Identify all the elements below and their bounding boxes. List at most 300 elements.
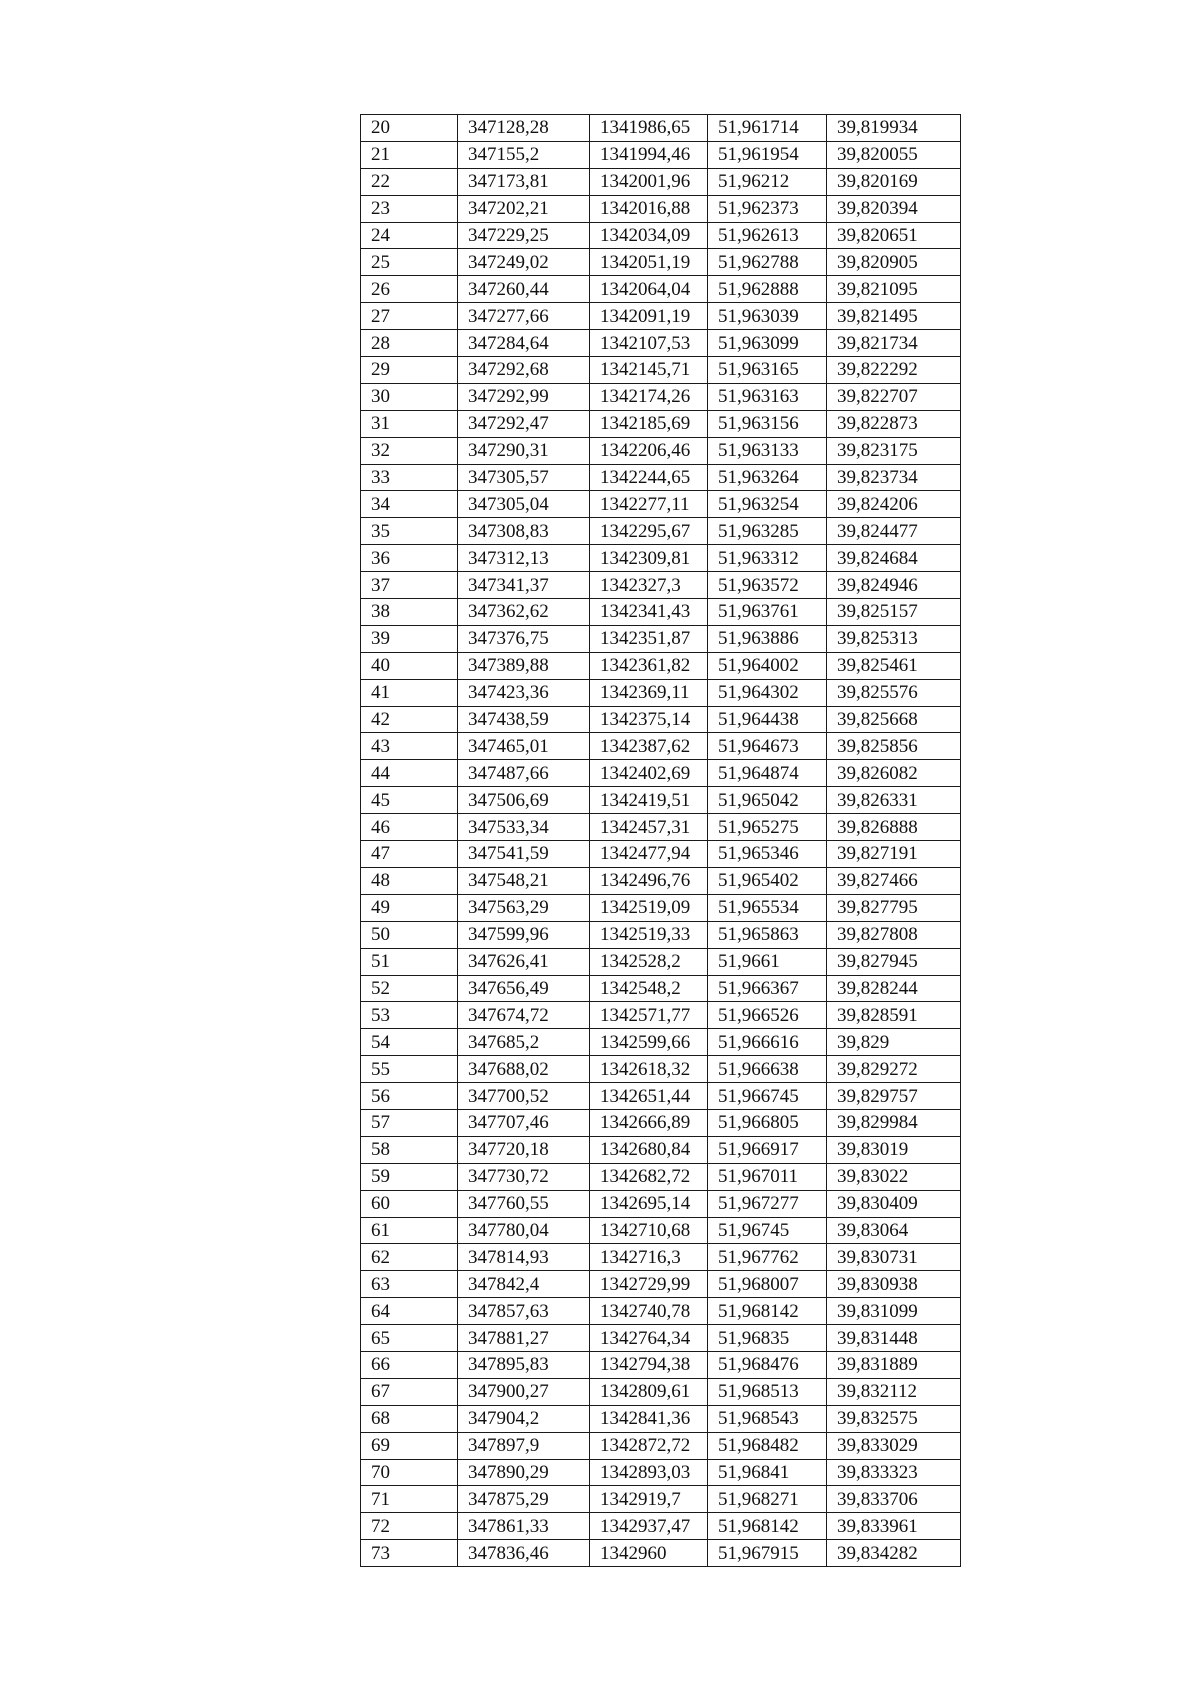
latitude-cell: 51,963572 bbox=[708, 572, 827, 599]
longitude-cell: 39,827466 bbox=[827, 867, 961, 894]
point-number-cell: 70 bbox=[361, 1459, 458, 1486]
point-number-cell: 32 bbox=[361, 437, 458, 464]
longitude-cell: 39,830938 bbox=[827, 1271, 961, 1298]
x-coordinate-cell: 347780,04 bbox=[458, 1217, 590, 1244]
latitude-cell: 51,963099 bbox=[708, 330, 827, 357]
latitude-cell: 51,964302 bbox=[708, 679, 827, 706]
table-row bbox=[361, 222, 961, 249]
y-coordinate-cell: 1342206,46 bbox=[590, 437, 708, 464]
longitude-cell: 39,827191 bbox=[827, 841, 961, 868]
point-number-cell: 29 bbox=[361, 357, 458, 384]
longitude-cell: 39,827808 bbox=[827, 921, 961, 948]
y-coordinate-cell: 1342375,14 bbox=[590, 706, 708, 733]
y-coordinate-cell: 1342729,99 bbox=[590, 1271, 708, 1298]
x-coordinate-cell: 347533,34 bbox=[458, 814, 590, 841]
longitude-cell: 39,826888 bbox=[827, 814, 961, 841]
longitude-cell: 39,825576 bbox=[827, 679, 961, 706]
longitude-cell: 39,830409 bbox=[827, 1190, 961, 1217]
table-row bbox=[361, 1459, 961, 1486]
point-number-cell: 72 bbox=[361, 1513, 458, 1540]
y-coordinate-cell: 1342528,2 bbox=[590, 948, 708, 975]
y-coordinate-cell: 1342064,04 bbox=[590, 276, 708, 303]
longitude-cell: 39,831099 bbox=[827, 1298, 961, 1325]
table-row bbox=[361, 921, 961, 948]
y-coordinate-cell: 1342960 bbox=[590, 1540, 708, 1567]
longitude-cell: 39,820394 bbox=[827, 195, 961, 222]
point-number-cell: 36 bbox=[361, 545, 458, 572]
y-coordinate-cell: 1342794,38 bbox=[590, 1351, 708, 1378]
table-row bbox=[361, 652, 961, 679]
longitude-cell: 39,822873 bbox=[827, 410, 961, 437]
longitude-cell: 39,824684 bbox=[827, 545, 961, 572]
y-coordinate-cell: 1342145,71 bbox=[590, 357, 708, 384]
x-coordinate-cell: 347173,81 bbox=[458, 168, 590, 195]
y-coordinate-cell: 1342496,76 bbox=[590, 867, 708, 894]
latitude-cell: 51,968482 bbox=[708, 1432, 827, 1459]
latitude-cell: 51,962788 bbox=[708, 249, 827, 276]
y-coordinate-cell: 1342519,33 bbox=[590, 921, 708, 948]
y-coordinate-cell: 1342457,31 bbox=[590, 814, 708, 841]
latitude-cell: 51,968142 bbox=[708, 1298, 827, 1325]
longitude-cell: 39,820169 bbox=[827, 168, 961, 195]
y-coordinate-cell: 1342277,11 bbox=[590, 491, 708, 518]
table-row bbox=[361, 195, 961, 222]
longitude-cell: 39,825668 bbox=[827, 706, 961, 733]
y-coordinate-cell: 1342548,2 bbox=[590, 975, 708, 1002]
table-row bbox=[361, 141, 961, 168]
table-row bbox=[361, 760, 961, 787]
latitude-cell: 51,963285 bbox=[708, 518, 827, 545]
latitude-cell: 51,965275 bbox=[708, 814, 827, 841]
coordinates-table bbox=[360, 114, 961, 1567]
point-number-cell: 61 bbox=[361, 1217, 458, 1244]
y-coordinate-cell: 1342309,81 bbox=[590, 545, 708, 572]
y-coordinate-cell: 1342016,88 bbox=[590, 195, 708, 222]
table-row bbox=[361, 276, 961, 303]
longitude-cell: 39,822292 bbox=[827, 357, 961, 384]
longitude-cell: 39,825157 bbox=[827, 599, 961, 626]
latitude-cell: 51,963163 bbox=[708, 383, 827, 410]
longitude-cell: 39,823175 bbox=[827, 437, 961, 464]
table-row bbox=[361, 545, 961, 572]
x-coordinate-cell: 347305,04 bbox=[458, 491, 590, 518]
x-coordinate-cell: 347506,69 bbox=[458, 787, 590, 814]
y-coordinate-cell: 1342519,09 bbox=[590, 894, 708, 921]
point-number-cell: 64 bbox=[361, 1298, 458, 1325]
latitude-cell: 51,963761 bbox=[708, 599, 827, 626]
y-coordinate-cell: 1341986,65 bbox=[590, 115, 708, 142]
x-coordinate-cell: 347875,29 bbox=[458, 1486, 590, 1513]
longitude-cell: 39,833961 bbox=[827, 1513, 961, 1540]
x-coordinate-cell: 347720,18 bbox=[458, 1136, 590, 1163]
y-coordinate-cell: 1342618,32 bbox=[590, 1056, 708, 1083]
table-row bbox=[361, 464, 961, 491]
table-row bbox=[361, 1325, 961, 1352]
y-coordinate-cell: 1342599,66 bbox=[590, 1029, 708, 1056]
x-coordinate-cell: 347541,59 bbox=[458, 841, 590, 868]
table-row bbox=[361, 1513, 961, 1540]
table-row bbox=[361, 1486, 961, 1513]
longitude-cell: 39,827945 bbox=[827, 948, 961, 975]
point-number-cell: 66 bbox=[361, 1351, 458, 1378]
latitude-cell: 51,966367 bbox=[708, 975, 827, 1002]
x-coordinate-cell: 347284,64 bbox=[458, 330, 590, 357]
latitude-cell: 51,96835 bbox=[708, 1325, 827, 1352]
point-number-cell: 40 bbox=[361, 652, 458, 679]
x-coordinate-cell: 347842,4 bbox=[458, 1271, 590, 1298]
longitude-cell: 39,820055 bbox=[827, 141, 961, 168]
longitude-cell: 39,821734 bbox=[827, 330, 961, 357]
point-number-cell: 45 bbox=[361, 787, 458, 814]
y-coordinate-cell: 1342051,19 bbox=[590, 249, 708, 276]
x-coordinate-cell: 347312,13 bbox=[458, 545, 590, 572]
latitude-cell: 51,966917 bbox=[708, 1136, 827, 1163]
point-number-cell: 23 bbox=[361, 195, 458, 222]
latitude-cell: 51,961954 bbox=[708, 141, 827, 168]
y-coordinate-cell: 1342571,77 bbox=[590, 1002, 708, 1029]
latitude-cell: 51,964874 bbox=[708, 760, 827, 787]
longitude-cell: 39,825313 bbox=[827, 625, 961, 652]
point-number-cell: 21 bbox=[361, 141, 458, 168]
point-number-cell: 57 bbox=[361, 1109, 458, 1136]
latitude-cell: 51,967915 bbox=[708, 1540, 827, 1567]
longitude-cell: 39,829757 bbox=[827, 1083, 961, 1110]
latitude-cell: 51,962373 bbox=[708, 195, 827, 222]
longitude-cell: 39,831889 bbox=[827, 1351, 961, 1378]
latitude-cell: 51,968007 bbox=[708, 1271, 827, 1298]
longitude-cell: 39,828244 bbox=[827, 975, 961, 1002]
x-coordinate-cell: 347897,9 bbox=[458, 1432, 590, 1459]
y-coordinate-cell: 1342402,69 bbox=[590, 760, 708, 787]
y-coordinate-cell: 1342477,94 bbox=[590, 841, 708, 868]
x-coordinate-cell: 347688,02 bbox=[458, 1056, 590, 1083]
table-row bbox=[361, 1432, 961, 1459]
point-number-cell: 30 bbox=[361, 383, 458, 410]
y-coordinate-cell: 1342919,7 bbox=[590, 1486, 708, 1513]
x-coordinate-cell: 347836,46 bbox=[458, 1540, 590, 1567]
x-coordinate-cell: 347656,49 bbox=[458, 975, 590, 1002]
x-coordinate-cell: 347900,27 bbox=[458, 1378, 590, 1405]
longitude-cell: 39,819934 bbox=[827, 115, 961, 142]
point-number-cell: 62 bbox=[361, 1244, 458, 1271]
table-row bbox=[361, 1298, 961, 1325]
x-coordinate-cell: 347548,21 bbox=[458, 867, 590, 894]
x-coordinate-cell: 347700,52 bbox=[458, 1083, 590, 1110]
point-number-cell: 53 bbox=[361, 1002, 458, 1029]
point-number-cell: 27 bbox=[361, 303, 458, 330]
latitude-cell: 51,961714 bbox=[708, 115, 827, 142]
longitude-cell: 39,83019 bbox=[827, 1136, 961, 1163]
table-row bbox=[361, 1190, 961, 1217]
table-row bbox=[361, 1109, 961, 1136]
latitude-cell: 51,96212 bbox=[708, 168, 827, 195]
table-row bbox=[361, 249, 961, 276]
table-row bbox=[361, 1136, 961, 1163]
y-coordinate-cell: 1342001,96 bbox=[590, 168, 708, 195]
point-number-cell: 71 bbox=[361, 1486, 458, 1513]
x-coordinate-cell: 347904,2 bbox=[458, 1405, 590, 1432]
x-coordinate-cell: 347674,72 bbox=[458, 1002, 590, 1029]
x-coordinate-cell: 347760,55 bbox=[458, 1190, 590, 1217]
latitude-cell: 51,963039 bbox=[708, 303, 827, 330]
point-number-cell: 55 bbox=[361, 1056, 458, 1083]
longitude-cell: 39,820651 bbox=[827, 222, 961, 249]
point-number-cell: 51 bbox=[361, 948, 458, 975]
y-coordinate-cell: 1342710,68 bbox=[590, 1217, 708, 1244]
x-coordinate-cell: 347376,75 bbox=[458, 625, 590, 652]
y-coordinate-cell: 1342295,67 bbox=[590, 518, 708, 545]
y-coordinate-cell: 1341994,46 bbox=[590, 141, 708, 168]
latitude-cell: 51,965346 bbox=[708, 841, 827, 868]
point-number-cell: 26 bbox=[361, 276, 458, 303]
latitude-cell: 51,965863 bbox=[708, 921, 827, 948]
longitude-cell: 39,829272 bbox=[827, 1056, 961, 1083]
latitude-cell: 51,965042 bbox=[708, 787, 827, 814]
y-coordinate-cell: 1342341,43 bbox=[590, 599, 708, 626]
latitude-cell: 51,967277 bbox=[708, 1190, 827, 1217]
x-coordinate-cell: 347895,83 bbox=[458, 1351, 590, 1378]
x-coordinate-cell: 347389,88 bbox=[458, 652, 590, 679]
x-coordinate-cell: 347685,2 bbox=[458, 1029, 590, 1056]
y-coordinate-cell: 1342716,3 bbox=[590, 1244, 708, 1271]
table-row bbox=[361, 625, 961, 652]
y-coordinate-cell: 1342682,72 bbox=[590, 1163, 708, 1190]
x-coordinate-cell: 347290,31 bbox=[458, 437, 590, 464]
latitude-cell: 51,964002 bbox=[708, 652, 827, 679]
latitude-cell: 51,963156 bbox=[708, 410, 827, 437]
point-number-cell: 46 bbox=[361, 814, 458, 841]
x-coordinate-cell: 347292,68 bbox=[458, 357, 590, 384]
latitude-cell: 51,965534 bbox=[708, 894, 827, 921]
table-row bbox=[361, 1029, 961, 1056]
y-coordinate-cell: 1342327,3 bbox=[590, 572, 708, 599]
table-row bbox=[361, 1056, 961, 1083]
y-coordinate-cell: 1342107,53 bbox=[590, 330, 708, 357]
x-coordinate-cell: 347881,27 bbox=[458, 1325, 590, 1352]
y-coordinate-cell: 1342244,65 bbox=[590, 464, 708, 491]
x-coordinate-cell: 347814,93 bbox=[458, 1244, 590, 1271]
latitude-cell: 51,963165 bbox=[708, 357, 827, 384]
y-coordinate-cell: 1342666,89 bbox=[590, 1109, 708, 1136]
point-number-cell: 38 bbox=[361, 599, 458, 626]
longitude-cell: 39,829 bbox=[827, 1029, 961, 1056]
x-coordinate-cell: 347707,46 bbox=[458, 1109, 590, 1136]
longitude-cell: 39,822707 bbox=[827, 383, 961, 410]
latitude-cell: 51,964673 bbox=[708, 733, 827, 760]
point-number-cell: 35 bbox=[361, 518, 458, 545]
longitude-cell: 39,825461 bbox=[827, 652, 961, 679]
y-coordinate-cell: 1342695,14 bbox=[590, 1190, 708, 1217]
latitude-cell: 51,967011 bbox=[708, 1163, 827, 1190]
point-number-cell: 63 bbox=[361, 1271, 458, 1298]
table-row bbox=[361, 733, 961, 760]
latitude-cell: 51,968142 bbox=[708, 1513, 827, 1540]
point-number-cell: 69 bbox=[361, 1432, 458, 1459]
table-row bbox=[361, 706, 961, 733]
y-coordinate-cell: 1342185,69 bbox=[590, 410, 708, 437]
latitude-cell: 51,9661 bbox=[708, 948, 827, 975]
x-coordinate-cell: 347202,21 bbox=[458, 195, 590, 222]
point-number-cell: 20 bbox=[361, 115, 458, 142]
y-coordinate-cell: 1342091,19 bbox=[590, 303, 708, 330]
point-number-cell: 47 bbox=[361, 841, 458, 868]
point-number-cell: 50 bbox=[361, 921, 458, 948]
longitude-cell: 39,824477 bbox=[827, 518, 961, 545]
longitude-cell: 39,829984 bbox=[827, 1109, 961, 1136]
longitude-cell: 39,826082 bbox=[827, 760, 961, 787]
y-coordinate-cell: 1342387,62 bbox=[590, 733, 708, 760]
table-row bbox=[361, 1083, 961, 1110]
x-coordinate-cell: 347890,29 bbox=[458, 1459, 590, 1486]
point-number-cell: 33 bbox=[361, 464, 458, 491]
longitude-cell: 39,826331 bbox=[827, 787, 961, 814]
x-coordinate-cell: 347599,96 bbox=[458, 921, 590, 948]
longitude-cell: 39,823734 bbox=[827, 464, 961, 491]
longitude-cell: 39,828591 bbox=[827, 1002, 961, 1029]
longitude-cell: 39,820905 bbox=[827, 249, 961, 276]
point-number-cell: 73 bbox=[361, 1540, 458, 1567]
x-coordinate-cell: 347730,72 bbox=[458, 1163, 590, 1190]
x-coordinate-cell: 347292,99 bbox=[458, 383, 590, 410]
x-coordinate-cell: 347128,28 bbox=[458, 115, 590, 142]
latitude-cell: 51,968476 bbox=[708, 1351, 827, 1378]
x-coordinate-cell: 347438,59 bbox=[458, 706, 590, 733]
y-coordinate-cell: 1342351,87 bbox=[590, 625, 708, 652]
longitude-cell: 39,824946 bbox=[827, 572, 961, 599]
x-coordinate-cell: 347861,33 bbox=[458, 1513, 590, 1540]
longitude-cell: 39,830731 bbox=[827, 1244, 961, 1271]
latitude-cell: 51,966526 bbox=[708, 1002, 827, 1029]
y-coordinate-cell: 1342872,72 bbox=[590, 1432, 708, 1459]
point-number-cell: 24 bbox=[361, 222, 458, 249]
x-coordinate-cell: 347563,29 bbox=[458, 894, 590, 921]
latitude-cell: 51,968513 bbox=[708, 1378, 827, 1405]
longitude-cell: 39,832112 bbox=[827, 1378, 961, 1405]
point-number-cell: 43 bbox=[361, 733, 458, 760]
x-coordinate-cell: 347626,41 bbox=[458, 948, 590, 975]
table-row bbox=[361, 437, 961, 464]
latitude-cell: 51,964438 bbox=[708, 706, 827, 733]
point-number-cell: 68 bbox=[361, 1405, 458, 1432]
latitude-cell: 51,963312 bbox=[708, 545, 827, 572]
latitude-cell: 51,966616 bbox=[708, 1029, 827, 1056]
table-row bbox=[361, 330, 961, 357]
x-coordinate-cell: 347305,57 bbox=[458, 464, 590, 491]
latitude-cell: 51,967762 bbox=[708, 1244, 827, 1271]
latitude-cell: 51,968543 bbox=[708, 1405, 827, 1432]
x-coordinate-cell: 347277,66 bbox=[458, 303, 590, 330]
point-number-cell: 37 bbox=[361, 572, 458, 599]
point-number-cell: 58 bbox=[361, 1136, 458, 1163]
latitude-cell: 51,963264 bbox=[708, 464, 827, 491]
longitude-cell: 39,831448 bbox=[827, 1325, 961, 1352]
longitude-cell: 39,824206 bbox=[827, 491, 961, 518]
x-coordinate-cell: 347155,2 bbox=[458, 141, 590, 168]
y-coordinate-cell: 1342841,36 bbox=[590, 1405, 708, 1432]
table-row bbox=[361, 975, 961, 1002]
table-row bbox=[361, 491, 961, 518]
y-coordinate-cell: 1342174,26 bbox=[590, 383, 708, 410]
latitude-cell: 51,966745 bbox=[708, 1083, 827, 1110]
latitude-cell: 51,963886 bbox=[708, 625, 827, 652]
point-number-cell: 49 bbox=[361, 894, 458, 921]
table-row bbox=[361, 599, 961, 626]
point-number-cell: 48 bbox=[361, 867, 458, 894]
latitude-cell: 51,962888 bbox=[708, 276, 827, 303]
longitude-cell: 39,83022 bbox=[827, 1163, 961, 1190]
y-coordinate-cell: 1342809,61 bbox=[590, 1378, 708, 1405]
longitude-cell: 39,834282 bbox=[827, 1540, 961, 1567]
y-coordinate-cell: 1342740,78 bbox=[590, 1298, 708, 1325]
longitude-cell: 39,821495 bbox=[827, 303, 961, 330]
point-number-cell: 67 bbox=[361, 1378, 458, 1405]
longitude-cell: 39,821095 bbox=[827, 276, 961, 303]
latitude-cell: 51,963133 bbox=[708, 437, 827, 464]
y-coordinate-cell: 1342680,84 bbox=[590, 1136, 708, 1163]
longitude-cell: 39,833029 bbox=[827, 1432, 961, 1459]
point-number-cell: 52 bbox=[361, 975, 458, 1002]
table-row bbox=[361, 572, 961, 599]
longitude-cell: 39,833706 bbox=[827, 1486, 961, 1513]
y-coordinate-cell: 1342651,44 bbox=[590, 1083, 708, 1110]
longitude-cell: 39,83064 bbox=[827, 1217, 961, 1244]
point-number-cell: 42 bbox=[361, 706, 458, 733]
table-row bbox=[361, 1002, 961, 1029]
x-coordinate-cell: 347465,01 bbox=[458, 733, 590, 760]
latitude-cell: 51,968271 bbox=[708, 1486, 827, 1513]
x-coordinate-cell: 347423,36 bbox=[458, 679, 590, 706]
latitude-cell: 51,96841 bbox=[708, 1459, 827, 1486]
longitude-cell: 39,833323 bbox=[827, 1459, 961, 1486]
latitude-cell: 51,966805 bbox=[708, 1109, 827, 1136]
table-row bbox=[361, 814, 961, 841]
point-number-cell: 44 bbox=[361, 760, 458, 787]
table-row bbox=[361, 1351, 961, 1378]
x-coordinate-cell: 347308,83 bbox=[458, 518, 590, 545]
x-coordinate-cell: 347341,37 bbox=[458, 572, 590, 599]
table-row bbox=[361, 303, 961, 330]
table-row bbox=[361, 383, 961, 410]
table-row bbox=[361, 1217, 961, 1244]
y-coordinate-cell: 1342034,09 bbox=[590, 222, 708, 249]
x-coordinate-cell: 347362,62 bbox=[458, 599, 590, 626]
point-number-cell: 60 bbox=[361, 1190, 458, 1217]
table-row bbox=[361, 679, 961, 706]
table-row bbox=[361, 1244, 961, 1271]
x-coordinate-cell: 347487,66 bbox=[458, 760, 590, 787]
x-coordinate-cell: 347229,25 bbox=[458, 222, 590, 249]
point-number-cell: 22 bbox=[361, 168, 458, 195]
table-row bbox=[361, 518, 961, 545]
point-number-cell: 59 bbox=[361, 1163, 458, 1190]
x-coordinate-cell: 347260,44 bbox=[458, 276, 590, 303]
table-row bbox=[361, 1378, 961, 1405]
table-row bbox=[361, 168, 961, 195]
longitude-cell: 39,832575 bbox=[827, 1405, 961, 1432]
table-row bbox=[361, 1271, 961, 1298]
x-coordinate-cell: 347857,63 bbox=[458, 1298, 590, 1325]
table-row bbox=[361, 787, 961, 814]
longitude-cell: 39,825856 bbox=[827, 733, 961, 760]
table-row bbox=[361, 1405, 961, 1432]
table-row bbox=[361, 1540, 961, 1567]
point-number-cell: 56 bbox=[361, 1083, 458, 1110]
x-coordinate-cell: 347249,02 bbox=[458, 249, 590, 276]
table-row bbox=[361, 410, 961, 437]
y-coordinate-cell: 1342419,51 bbox=[590, 787, 708, 814]
table-row bbox=[361, 867, 961, 894]
coordinates-table-body bbox=[361, 115, 961, 1567]
